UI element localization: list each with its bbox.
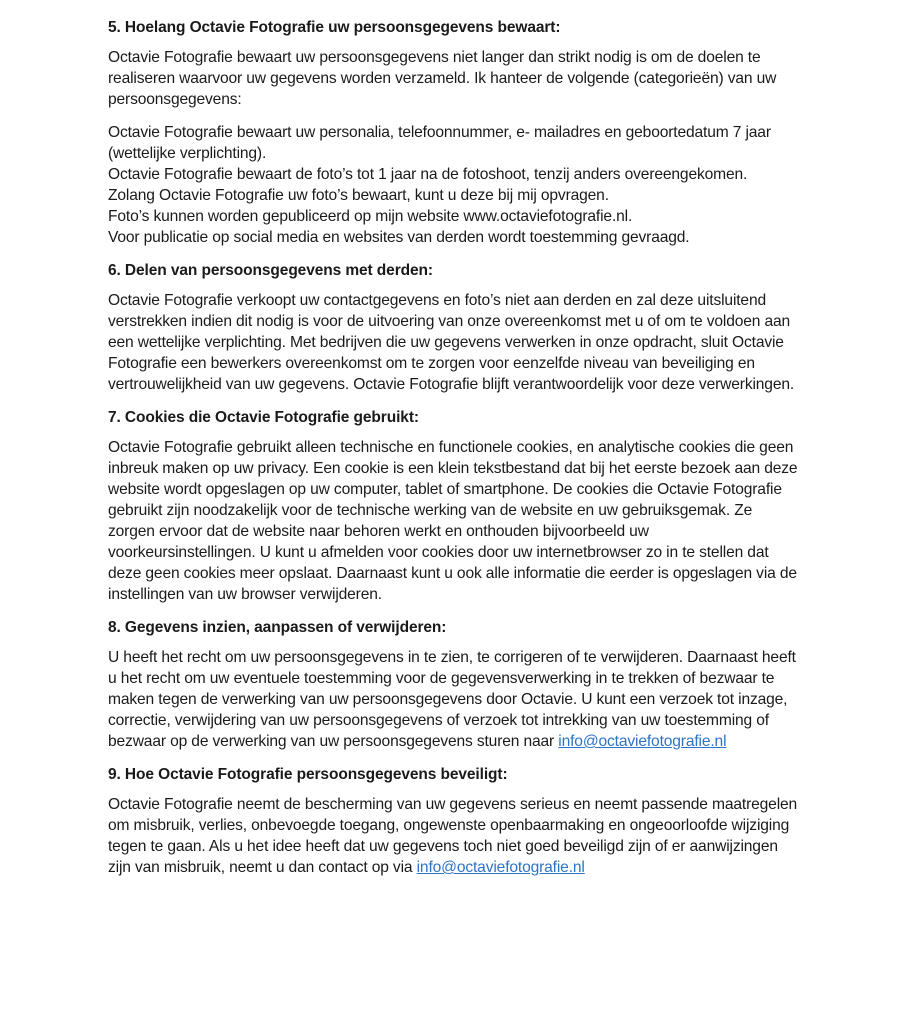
section-heading: 5. Hoelang Octavie Fotografie uw persoonsgegevens bewaart: bbox=[108, 19, 561, 36]
section-paragraph: Octavie Fotografie bewaart uw persoonsgegevens niet langer dan strikt nodig is om de doelen te realiseren waarvoor uw gegevens worden verzameld. Ik hanteer de volgende (categorieën) van uw persoonsgegevens: bbox=[108, 49, 777, 108]
section-paragraph bbox=[108, 647, 798, 752]
section-7-cookies bbox=[108, 407, 798, 605]
retention-line: Foto’s kunnen worden gepubliceerd op mijn website www.octaviefotografie.nl. bbox=[108, 208, 633, 225]
section-paragraph: Octavie Fotografie gebruikt alleen technische en functionele cookies, en analytische cookies die geen inbreuk maken op uw privacy. Een cookie is een klein tekstbestand dat bij het eerste bezoek aan deze website wordt opgeslagen op uw computer, tablet of smartphone. De cookies die Octavie Fotografie gebruikt zijn noodzakelijk voor de technische werking van de website en uw gebruiksgemak. Ze zorgen ervoor dat de website naar behoren werkt en onthouden bijvoorbeeld uw voorkeursinstellingen. U kunt u afmelden voor cookies door uw internetbrowser zo in te stellen dat deze geen cookies meer opslaat. Daarnaast kunt u ook alle informatie die eerder is opgeslagen via de instellingen van uw browser verwijderen. bbox=[108, 439, 798, 603]
section-6-sharing bbox=[108, 260, 798, 395]
section-paragraph: Octavie Fotografie verkoopt uw contactgegevens en foto’s niet aan derden en zal deze uitsluitend verstrekken indien dit nodig is voor de uitvoering van onze overeenkomst met u of om te voldoen aan een wettelijke verplichting. Met bedrijven die uw gegevens verwerken in onze opdracht, sluit Octavie Fotografie een bewerkers overeenkomst om te zorgen voor eenzelfde niveau van beveiliging en vertrouwelijkheid van uw gegevens. Octavie Fotografie blijft verantwoordelijk voor deze verwerkingen. bbox=[108, 292, 795, 393]
section-8-access-rights bbox=[108, 617, 798, 752]
retention-line: Octavie Fotografie bewaart de foto’s tot 1 jaar na de fotoshoot, tenzij anders overeengekomen. Zolang Octavie Fotografie uw foto’s bewaart, kunt u deze bij mij opvragen. bbox=[108, 166, 748, 204]
section-heading: 6. Delen van persoonsgegevens met derden: bbox=[108, 262, 433, 279]
paragraph-text: Octavie Fotografie neemt de bescherming van uw gegevens serieus en neemt passende maatregelen om misbruik, verlies, onbevoegde toegang, ongewenste openbaarmaking en ongeoorloofde wijziging tegen te gaan. Als u het idee heeft dat uw gegevens toch niet goed beveiligd zijn of er aanwijzingen zijn van misbruik, neemt u dan contact op via bbox=[108, 796, 798, 876]
section-heading: 8. Gegevens inzien, aanpassen of verwijderen: bbox=[108, 619, 447, 636]
retention-list bbox=[108, 122, 798, 248]
section-heading: 9. Hoe Octavie Fotografie persoonsgegevens beveiligt: bbox=[108, 766, 508, 783]
section-paragraph bbox=[108, 794, 798, 878]
retention-line: Voor publicatie op social media en websites van derden wordt toestemming gevraagd. bbox=[108, 229, 690, 246]
paragraph-text: U heeft het recht om uw persoonsgegevens in te zien, te corrigeren of te verwijderen. Daarnaast heeft u het recht om uw eventuele toestemming voor de gegevensverwerking in te trekken of bezwaar te maken tegen de verwerking van uw persoonsgegevens door Octavie. U kunt een verzoek tot inzage, correctie, verwijdering van uw persoonsgegevens of verzoek tot intrekking van uw toestemming of bezwaar op de verwerking van uw persoonsgegevens sturen naar bbox=[108, 649, 796, 750]
retention-line: Octavie Fotografie bewaart uw personalia, telefoonnummer, e- mailadres en geboortedatum 7 jaar (wettelijke verplichting). bbox=[108, 124, 771, 162]
email-link[interactable]: info@octaviefotografie.nl bbox=[416, 859, 585, 876]
section-5-retention bbox=[108, 17, 798, 248]
section-9-security bbox=[108, 764, 798, 878]
section-heading: 7. Cookies die Octavie Fotografie gebruikt: bbox=[108, 409, 419, 426]
privacy-policy-document bbox=[108, 17, 798, 878]
email-link[interactable]: info@octaviefotografie.nl bbox=[558, 733, 727, 750]
